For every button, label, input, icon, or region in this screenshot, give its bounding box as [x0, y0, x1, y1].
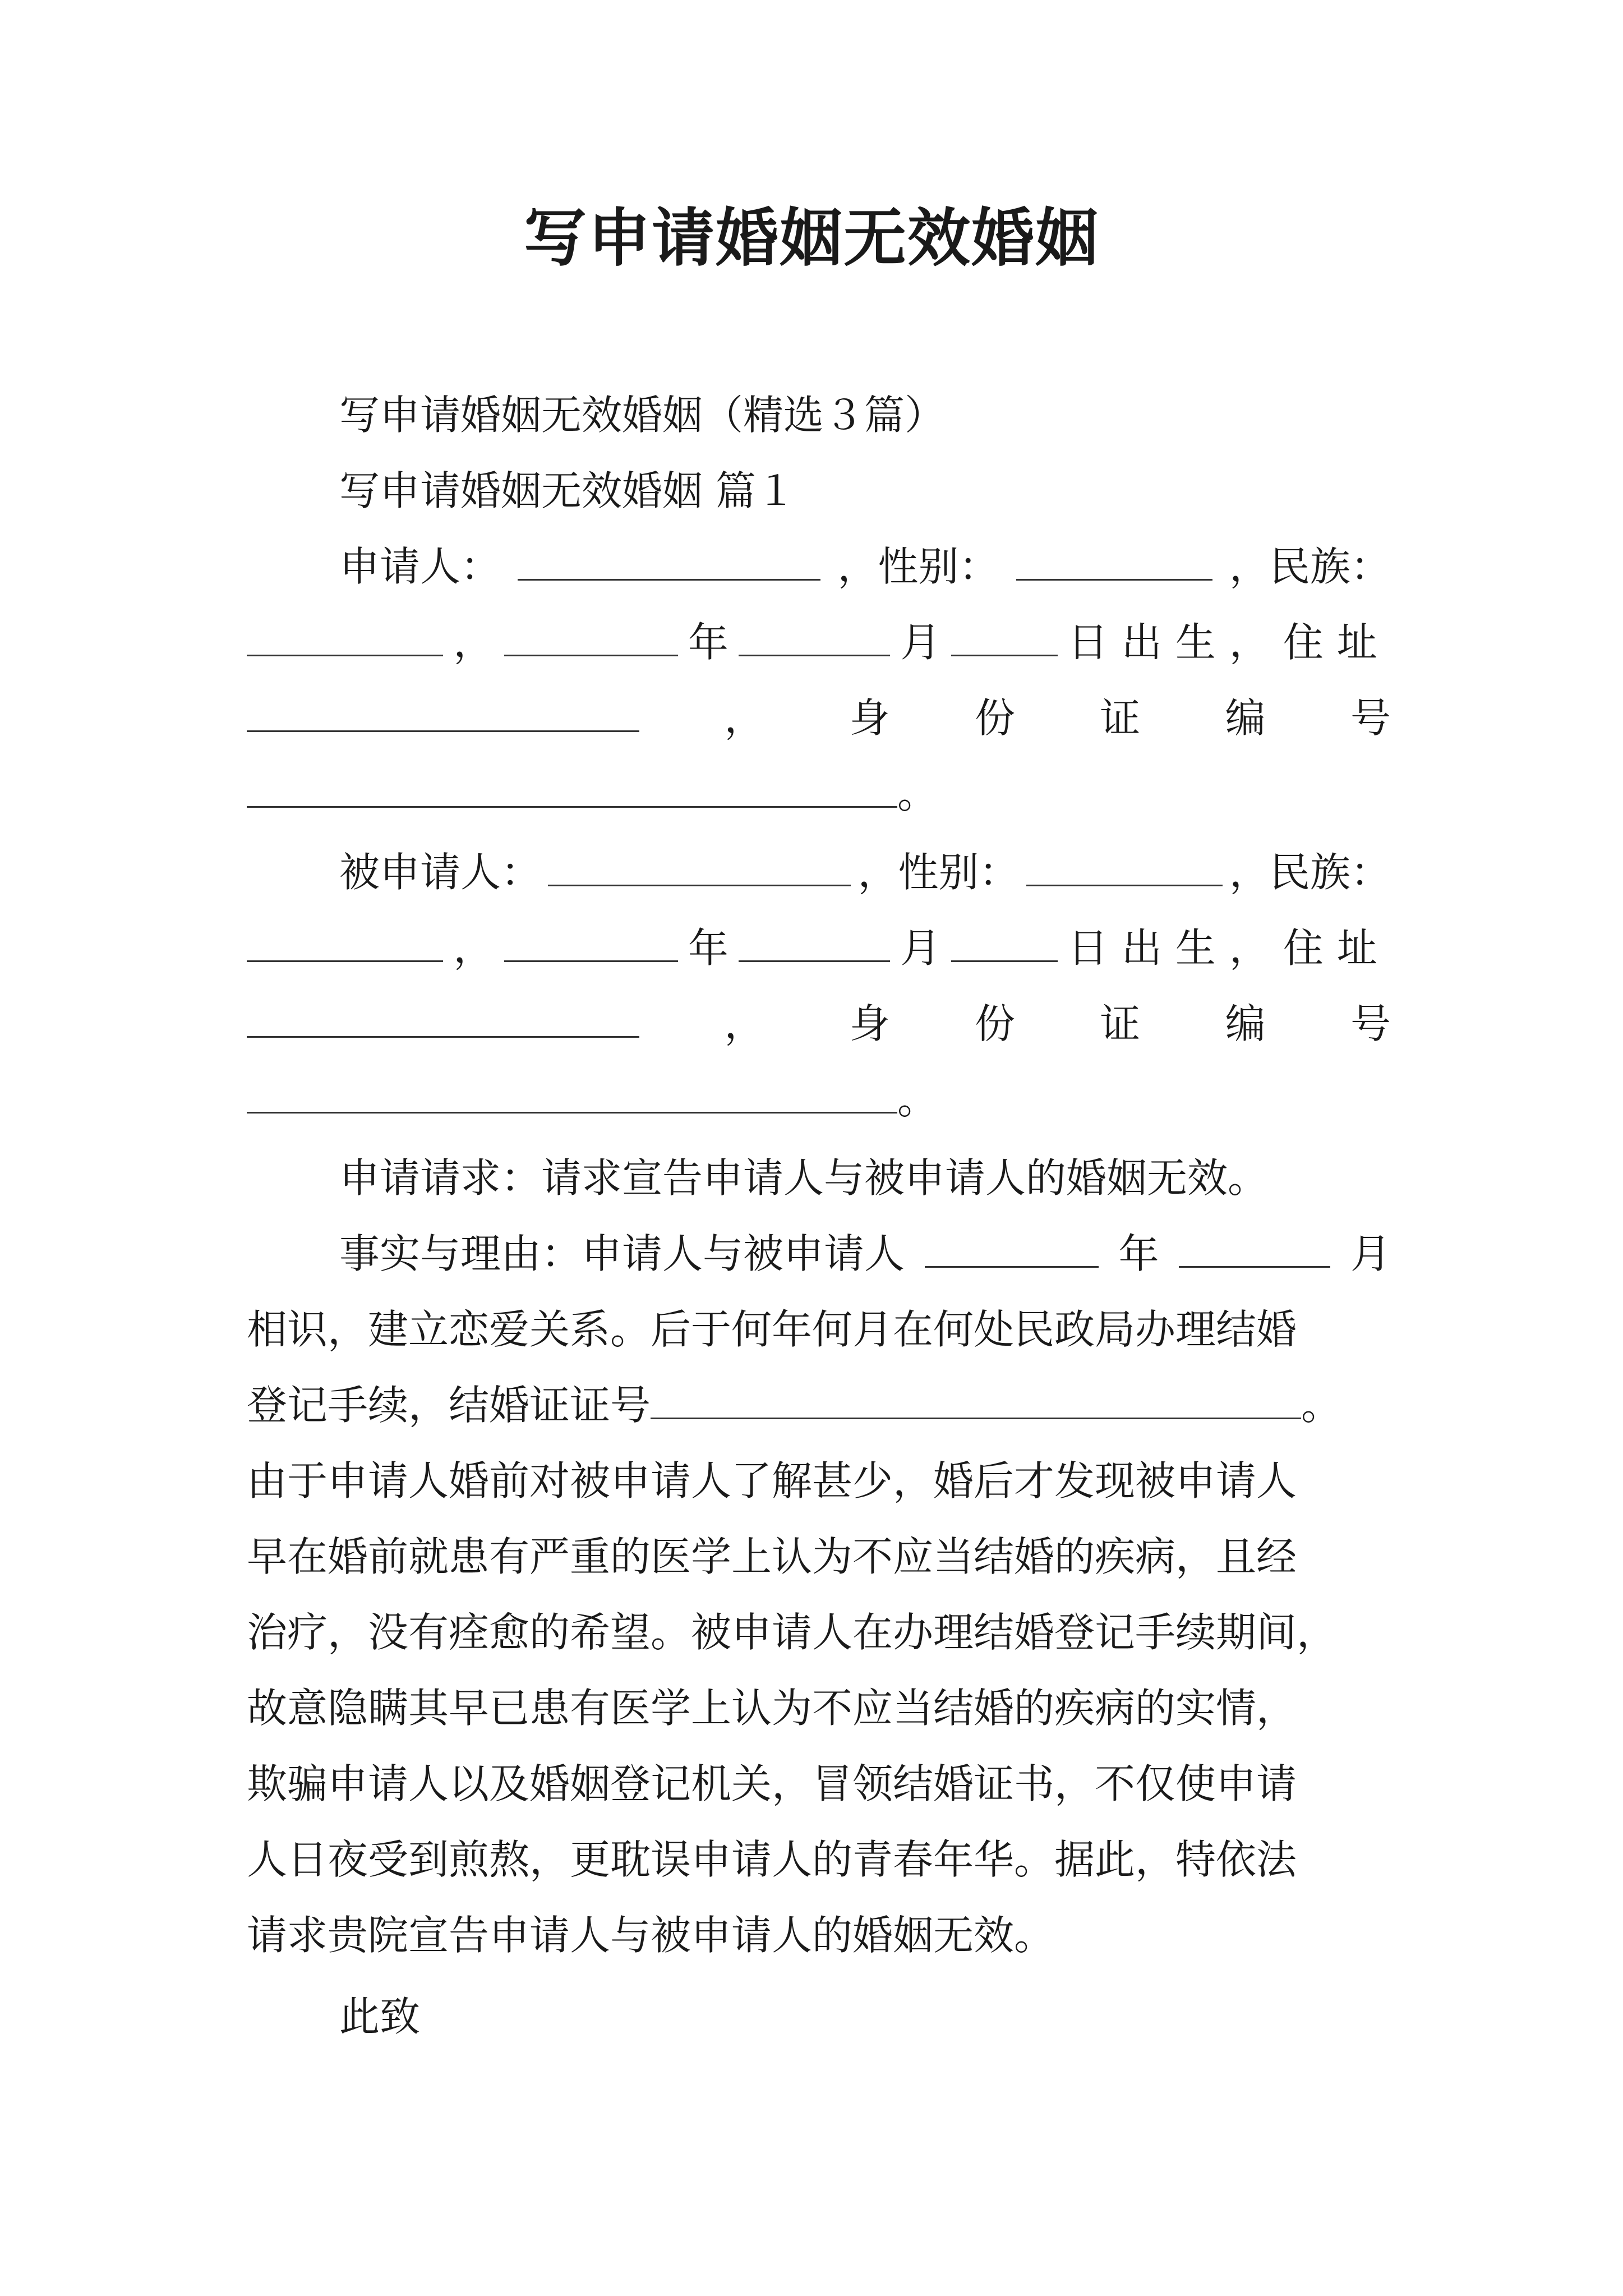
document-subtitle: 写申请婚姻无效婚姻（精选３篇）	[339, 392, 946, 439]
facts-line-1	[339, 1226, 1391, 1282]
respondent-year-blank	[504, 920, 678, 962]
applicant-month-blank	[739, 614, 890, 656]
facts-cert-label: 登记手续，结婚证证号	[247, 1382, 651, 1429]
respondent-line-4	[247, 1071, 1391, 1128]
applicant-id-char-6: 号	[1350, 694, 1391, 742]
respondent-id-char-5: 编	[1225, 1000, 1266, 1047]
respondent-id-blank	[247, 1071, 897, 1114]
facts-body-line: 早在婚前就患有严重的医学上认为不应当结婚的疾病，且经	[247, 1533, 1297, 1580]
facts-body-line: 人日夜受到煎熬，更耽误申请人的青春年华。据此，特依法	[247, 1836, 1297, 1883]
applicant-line-1	[339, 539, 1391, 595]
claim-paragraph: 申请请求：请求宣告申请人与被申请人的婚姻无效。	[339, 1154, 1269, 1202]
applicant-line-4	[247, 766, 1391, 822]
applicant-label: 申请人：	[339, 543, 501, 590]
facts-prefix: 事实与理由：申请人与被申请人	[339, 1230, 905, 1277]
respondent-month-label: 月	[900, 924, 941, 972]
facts-month-label: 月	[1350, 1230, 1391, 1277]
applicant-gender-label: ，性别：	[837, 543, 999, 590]
respondent-id-char-2: 身	[849, 1000, 890, 1047]
closing-salutation: 此致	[339, 1993, 421, 2040]
respondent-line-1	[339, 844, 1391, 900]
applicant-line-3	[247, 690, 1391, 746]
facts-year-label: 年	[1118, 1230, 1159, 1277]
applicant-id-char-2: 身	[849, 694, 890, 742]
facts-body-line: 欺骗申请人以及婚姻登记机关，冒领结婚证书，不仅使申请	[247, 1760, 1297, 1807]
respondent-comma: ，	[453, 924, 494, 972]
applicant-id-char-5: 编	[1225, 694, 1266, 742]
applicant-born-address-label: 日出生，住址	[1067, 619, 1391, 666]
applicant-year-label: 年	[688, 619, 728, 666]
respondent-id-char-4: 证	[1100, 1000, 1141, 1047]
respondent-ethnicity-blank	[247, 920, 443, 962]
respondent-address-blank	[247, 996, 639, 1038]
applicant-comma: ，	[453, 619, 494, 666]
facts-line-3	[247, 1377, 1391, 1433]
applicant-line-2	[247, 614, 1391, 670]
applicant-ethnicity-label: ，民族：	[1229, 543, 1391, 590]
respondent-line-3	[247, 996, 1391, 1052]
applicant-id-char-1: ，	[724, 694, 765, 742]
respondent-label: 被申请人：	[339, 849, 542, 896]
respondent-id-char-6: 号	[1350, 1000, 1391, 1047]
respondent-id-char-3: 份	[974, 1000, 1015, 1047]
respondent-ethnicity-label: ，民族：	[1229, 849, 1391, 896]
facts-body-line: 治疗，没有痊愈的希望。被申请人在办理结婚登记手续期间，	[247, 1609, 1338, 1656]
section-heading: 写申请婚姻无效婚姻 篇１	[339, 467, 796, 514]
respondent-line-2	[247, 920, 1391, 976]
respondent-name-blank	[548, 844, 851, 886]
applicant-year-blank	[504, 614, 678, 656]
respondent-born-address-label: 日出生，住址	[1067, 924, 1391, 972]
facts-month-blank	[1179, 1226, 1330, 1268]
facts-cert-blank	[651, 1377, 1301, 1419]
respondent-gender-label: ，性别：	[857, 849, 1020, 896]
respondent-id-char-1: ，	[724, 1000, 765, 1047]
facts-body-line: 由于申请人婚前对被申请人了解甚少，婚后才发现被申请人	[247, 1457, 1297, 1504]
applicant-name-blank	[518, 539, 820, 581]
respondent-period: 。	[897, 1076, 938, 1123]
applicant-gender-blank	[1016, 539, 1212, 581]
facts-body-line: 请求贵院宣告申请人与被申请人的婚姻无效。	[247, 1912, 1055, 1959]
facts-line-2: 相识，建立恋爱关系。后于何年何月在何处民政局办理结婚	[247, 1306, 1297, 1353]
applicant-day-blank	[951, 614, 1058, 656]
facts-cert-period: 。	[1301, 1382, 1342, 1429]
document-title: 写申请婚姻无效婚姻	[524, 201, 1099, 275]
respondent-month-blank	[739, 920, 890, 962]
applicant-id-blank	[247, 766, 897, 808]
facts-year-blank	[925, 1226, 1099, 1268]
applicant-id-char-3: 份	[974, 694, 1015, 742]
respondent-gender-blank	[1026, 844, 1223, 886]
applicant-id-char-4: 证	[1100, 694, 1141, 742]
applicant-address-blank	[247, 690, 639, 732]
applicant-period: 。	[897, 770, 938, 817]
facts-body-line: 故意隐瞒其早已患有医学上认为不应当结婚的疾病的实情，	[247, 1685, 1297, 1732]
respondent-day-blank	[951, 920, 1058, 962]
applicant-month-label: 月	[900, 619, 941, 666]
respondent-year-label: 年	[688, 924, 728, 972]
applicant-ethnicity-blank	[247, 614, 443, 656]
